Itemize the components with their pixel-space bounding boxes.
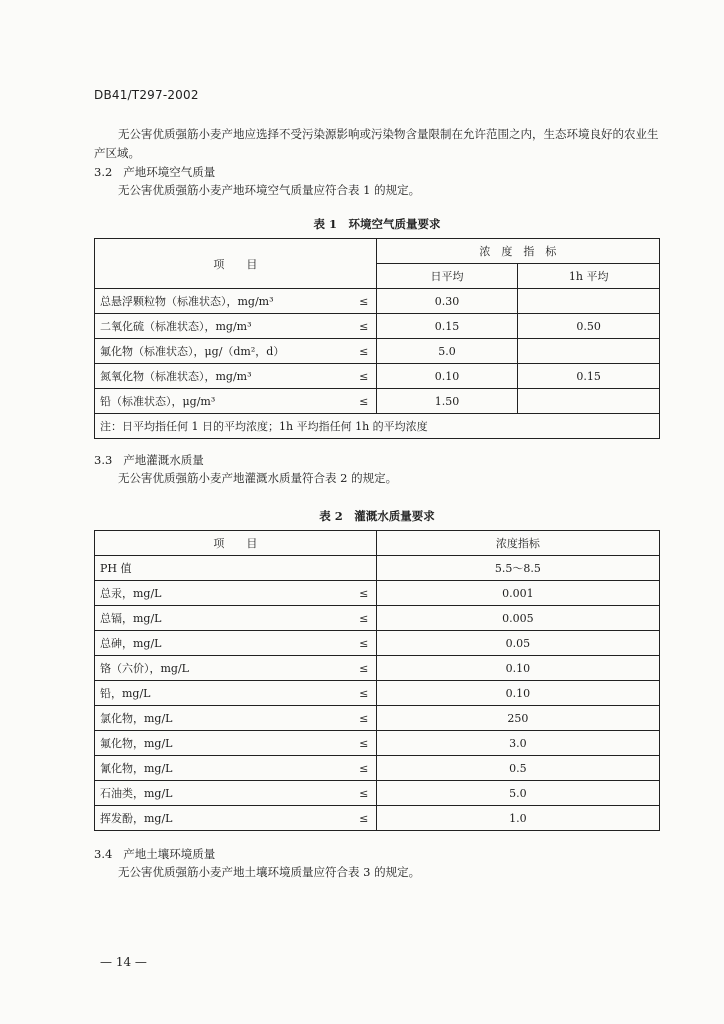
row-item: 氰化物，mg/L [95, 756, 352, 781]
section-number: 3.2 [94, 165, 113, 179]
le-symbol: ≤ [352, 756, 376, 781]
table2-caption: 表 2 灌溉水质量要求 [319, 509, 435, 523]
air-quality-table [94, 238, 660, 439]
table1-header-index: 浓 度 指 标 [376, 239, 659, 264]
row-value: 5.5～8.5 [376, 556, 659, 581]
row-value: 250 [376, 706, 659, 731]
table1-header-hourly: 1h 平均 [518, 264, 660, 289]
row-daily: 5.0 [376, 339, 518, 364]
row-value: 3.0 [376, 731, 659, 756]
row-item: 总镉，mg/L [95, 606, 352, 631]
row-item: 挥发酚，mg/L [95, 806, 352, 831]
row-item: 总汞，mg/L [95, 581, 352, 606]
row-daily: 0.30 [376, 289, 518, 314]
row-item: PH 值 [95, 556, 352, 581]
le-symbol: ≤ [352, 806, 376, 831]
row-item: 石油类，mg/L [95, 781, 352, 806]
table-row [95, 606, 660, 631]
table-row [95, 681, 660, 706]
row-hourly [518, 339, 660, 364]
row-item: 氟化物，mg/L [95, 731, 352, 756]
table-row [95, 581, 660, 606]
page-number: — 14 — [100, 955, 147, 969]
table2-header-item: 项 目 [95, 531, 377, 556]
le-symbol: ≤ [352, 389, 376, 414]
row-value: 0.5 [376, 756, 659, 781]
section-3-2-heading [94, 164, 215, 180]
le-symbol: ≤ [352, 606, 376, 631]
table1-header-item: 项 目 [95, 239, 377, 289]
le-symbol: ≤ [352, 656, 376, 681]
section-3-3-heading [94, 452, 204, 468]
row-value: 0.10 [376, 681, 659, 706]
row-item: 铅，mg/L [95, 681, 352, 706]
le-symbol: ≤ [352, 781, 376, 806]
table-row [95, 731, 660, 756]
le-symbol: ≤ [352, 314, 376, 339]
le-symbol: ≤ [352, 581, 376, 606]
le-symbol: ≤ [352, 731, 376, 756]
table1-note: 注：日平均指任何 1 日的平均浓度；1h 平均指任何 1h 的平均浓度 [95, 414, 660, 439]
table-row [95, 364, 660, 389]
table1-header-daily: 日平均 [376, 264, 518, 289]
table-row [95, 806, 660, 831]
le-symbol: ≤ [352, 289, 376, 314]
row-value: 0.10 [376, 656, 659, 681]
row-item: 氮氧化物（标准状态），mg/m³ [95, 364, 352, 389]
row-hourly [518, 389, 660, 414]
table-row [95, 631, 660, 656]
row-hourly [518, 289, 660, 314]
section-3-4-heading [94, 846, 215, 862]
section-title: 产地土壤环境质量 [123, 847, 216, 861]
row-value: 0.05 [376, 631, 659, 656]
row-value: 0.005 [376, 606, 659, 631]
row-value: 1.0 [376, 806, 659, 831]
table-row [95, 389, 660, 414]
le-symbol: ≤ [352, 339, 376, 364]
le-symbol: ≤ [352, 681, 376, 706]
section-3-2-text: 无公害优质强筋小麦产地环境空气质量应符合表 1 的规定。 [118, 183, 421, 197]
document-code: DB41/T297-2002 [94, 88, 199, 102]
row-item: 二氧化硫（标准状态），mg/m³ [95, 314, 352, 339]
row-daily: 0.10 [376, 364, 518, 389]
row-daily: 1.50 [376, 389, 518, 414]
irrigation-water-table [94, 530, 660, 831]
section-3-3-text: 无公害优质强筋小麦产地灌溉水质量符合表 2 的规定。 [118, 471, 398, 485]
row-item: 总砷，mg/L [95, 631, 352, 656]
row-hourly: 0.15 [518, 364, 660, 389]
table-row [95, 706, 660, 731]
row-hourly: 0.50 [518, 314, 660, 339]
le-symbol: ≤ [352, 631, 376, 656]
table1-caption: 表 1 环境空气质量要求 [313, 217, 441, 231]
table-row [95, 314, 660, 339]
table-row [95, 339, 660, 364]
table-row [95, 781, 660, 806]
section-title: 产地环境空气质量 [123, 165, 216, 179]
table-row [95, 556, 660, 581]
table2-header-index: 浓度指标 [376, 531, 659, 556]
table-row [95, 756, 660, 781]
table-row [95, 289, 660, 314]
row-item: 氟化物（标准状态），μg/（dm²，d） [95, 339, 352, 364]
row-value: 5.0 [376, 781, 659, 806]
le-symbol [352, 556, 376, 581]
section-number: 3.4 [94, 847, 113, 861]
section-number: 3.3 [94, 453, 113, 467]
row-item: 氯化物，mg/L [95, 706, 352, 731]
row-item: 铬（六价），mg/L [95, 656, 352, 681]
row-item: 铅（标准状态），μg/m³ [95, 389, 352, 414]
intro-paragraph: 无公害优质强筋小麦产地应选择不受污染源影响或污染物含量限制在允许范围之内，生态环境良好的农业生产区域。 [94, 127, 659, 160]
row-value: 0.001 [376, 581, 659, 606]
section-3-4-text: 无公害优质强筋小麦产地土壤环境质量应符合表 3 的规定。 [118, 865, 421, 879]
section-title: 产地灌溉水质量 [123, 453, 204, 467]
le-symbol: ≤ [352, 364, 376, 389]
row-item: 总悬浮颗粒物（标准状态），mg/m³ [95, 289, 352, 314]
row-daily: 0.15 [376, 314, 518, 339]
table-row [95, 656, 660, 681]
le-symbol: ≤ [352, 706, 376, 731]
